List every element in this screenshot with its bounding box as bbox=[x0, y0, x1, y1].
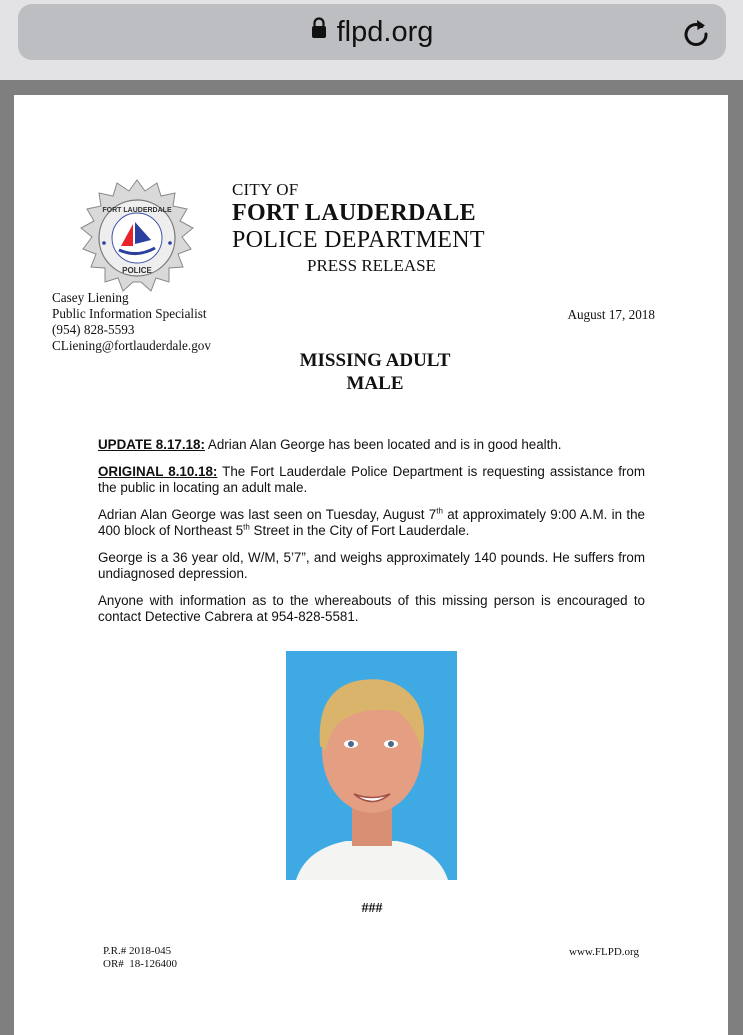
contact-title: Public Information Specialist bbox=[52, 306, 207, 321]
svg-text:FORT LAUDERDALE: FORT LAUDERDALE bbox=[102, 207, 172, 214]
release-date: August 17, 2018 bbox=[567, 307, 655, 322]
original-label: ORIGINAL 8.10.18: bbox=[98, 463, 218, 479]
update-text: Adrian Alan George has been located and is in good health. bbox=[204, 437, 562, 452]
url-text: flpd.org bbox=[336, 16, 434, 48]
header-press-release: PRESS RELEASE bbox=[307, 256, 436, 275]
svg-text:POLICE: POLICE bbox=[122, 266, 152, 275]
update-label: UPDATE 8.17.18: bbox=[98, 437, 205, 452]
missing-person-photo bbox=[286, 651, 457, 880]
last-seen-text-c: Street in the City of Fort Lauderdale. bbox=[249, 523, 470, 538]
last-seen-text-b: at approximately 9:00 A.M. in the 400 block of Northeast 5 bbox=[98, 506, 645, 538]
headline bbox=[14, 349, 728, 395]
update-paragraph bbox=[98, 437, 645, 454]
contact-name: Casey Liening bbox=[52, 290, 129, 305]
end-mark: ### bbox=[361, 901, 383, 916]
contact-request-paragraph: Anyone with information as to the whereabouts of this missing person is encouraged to contact Detective Cabrera at 954-828-5581. bbox=[98, 592, 645, 624]
contact-email: CLiening@fortlauderdale.gov bbox=[52, 338, 211, 353]
last-seen-paragraph bbox=[98, 507, 645, 540]
ordinal-suffix: th bbox=[243, 522, 250, 532]
release-body bbox=[98, 437, 645, 636]
header-city-of: CITY OF bbox=[232, 180, 299, 199]
contact-phone: (954) 828-5593 bbox=[52, 322, 135, 337]
url-display[interactable] bbox=[18, 16, 726, 50]
pr-number: P.R.# 2018-045 bbox=[103, 945, 172, 957]
police-seal-logo bbox=[74, 179, 200, 297]
reference-numbers bbox=[103, 945, 177, 971]
headline-line-1: MISSING ADULT bbox=[299, 350, 451, 371]
or-number: OR# 18-126400 bbox=[103, 958, 177, 970]
reload-icon[interactable] bbox=[680, 17, 712, 49]
department-header bbox=[232, 180, 485, 276]
ordinal-suffix: th bbox=[436, 506, 443, 516]
last-seen-text-a: Adrian Alan George was last seen on Tuesday, August 7 bbox=[98, 506, 437, 522]
website-link[interactable]: www.FLPD.org bbox=[569, 946, 639, 958]
headline-line-2: MALE bbox=[346, 373, 404, 394]
contact-block bbox=[52, 290, 211, 354]
address-bar[interactable] bbox=[18, 4, 726, 60]
lock-icon bbox=[311, 14, 327, 47]
header-department: POLICE DEPARTMENT bbox=[232, 227, 485, 253]
press-release-page bbox=[14, 95, 728, 1035]
description-paragraph: George is a 36 year old, W/M, 5’7”, and weighs approximately 140 pounds. He suffers from undiagnosed depression. bbox=[98, 549, 645, 581]
header-city-name: FORT LAUDERDALE bbox=[232, 200, 476, 226]
browser-toolbar bbox=[0, 0, 743, 80]
original-text: The Fort Lauderdale Police Department is requesting assistance from the public in locating an adult male. bbox=[98, 463, 645, 495]
original-paragraph bbox=[98, 464, 645, 497]
